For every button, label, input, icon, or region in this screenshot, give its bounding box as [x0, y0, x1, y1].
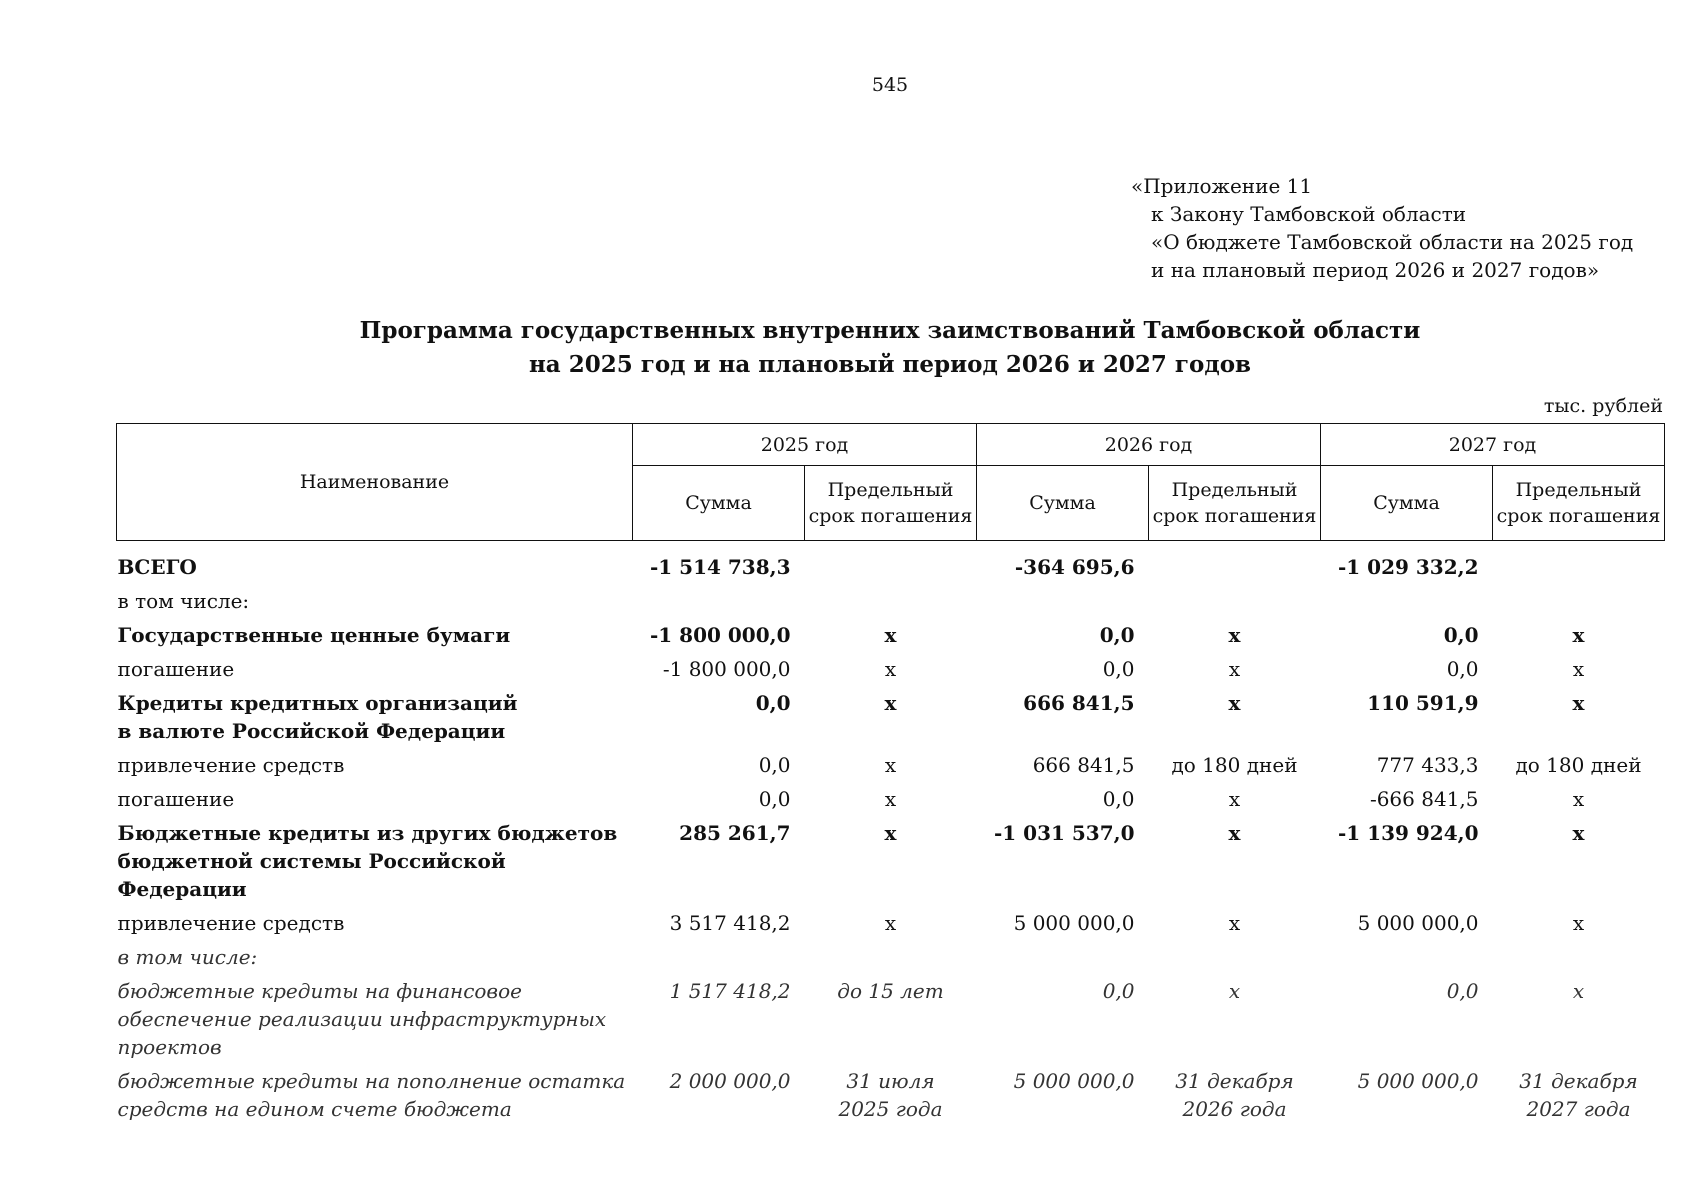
sum-2025 [633, 584, 805, 618]
header-row-years [117, 424, 1665, 466]
row-name: Кредиты кредитных организаций в валюте Российской Федерации [117, 691, 518, 743]
term-2026: х [1228, 657, 1241, 681]
term-2027: до 180 дней [1515, 753, 1642, 777]
term-2025: х [884, 821, 897, 845]
borrowing-program-table [116, 423, 1665, 1126]
term-2027: х [1572, 911, 1585, 935]
header-sum: Сумма [633, 466, 805, 541]
term-2026 [1149, 584, 1321, 618]
term-2026: 31 декабря 2026 года [1175, 1069, 1294, 1121]
units-label: тыс. рублей [1543, 395, 1663, 417]
term-2026 [1149, 541, 1321, 585]
row-name: привлечение средств [117, 911, 345, 935]
header-year-2026: 2026 год [977, 424, 1321, 466]
row-name: бюджетные кредиты на пополнение остатка средств на едином счете бюджета [117, 1069, 626, 1121]
sum-2027: -666 841,5 [1369, 787, 1479, 811]
sum-2025: 3 517 418,2 [669, 911, 791, 935]
row-name: в том числе: [117, 945, 258, 969]
term-2027: х [1572, 691, 1585, 715]
row-name: привлечение средств [117, 753, 345, 777]
table-row [117, 1064, 1665, 1126]
row-name: Бюджетные кредиты из других бюджетов бюджетной системы Российской Федерации [117, 821, 618, 901]
sum-2026: 666 841,5 [1023, 691, 1135, 715]
sum-2027: -1 139 924,0 [1337, 821, 1479, 845]
sum-2027: 5 000 000,0 [1357, 1069, 1479, 1093]
appendix-line-3: «О бюджете Тамбовской области на 2025 год [1151, 230, 1634, 254]
term-2027: х [1572, 657, 1585, 681]
term-2026: х [1228, 821, 1241, 845]
header-term: Предельный срок погашения [1149, 466, 1321, 541]
sum-2025: 1 517 418,2 [669, 979, 791, 1003]
sum-2026 [977, 584, 1149, 618]
term-2025: 31 июля 2025 года [838, 1069, 943, 1121]
sum-2026: -1 031 537,0 [993, 821, 1135, 845]
row-name: погашение [117, 657, 235, 681]
header-year-2025: 2025 год [633, 424, 977, 466]
term-2026: х [1228, 787, 1241, 811]
sum-2027: 777 433,3 [1376, 753, 1479, 777]
sum-2026: 0,0 [1102, 787, 1135, 811]
header-term: Предельный срок погашения [805, 466, 977, 541]
table-row [117, 652, 1665, 686]
title-line-1: Программа государственных внутренних заимствований Тамбовской области [359, 317, 1421, 344]
table-row [117, 940, 1665, 974]
row-name: в том числе: [117, 589, 250, 613]
term-2027 [1493, 584, 1665, 618]
sum-2025: 0,0 [755, 691, 791, 715]
term-2025: до 15 лет [837, 979, 944, 1003]
appendix-line-4: и на плановый период 2026 и 2027 годов» [1151, 258, 1600, 282]
table-row [117, 974, 1665, 1064]
sum-2027: 0,0 [1446, 979, 1479, 1003]
header-term: Предельный срок погашения [1493, 466, 1665, 541]
sum-2025: -1 514 738,3 [649, 555, 791, 579]
term-2025: х [884, 753, 897, 777]
term-2026: х [1228, 691, 1241, 715]
table-row [117, 686, 1665, 748]
table-body [117, 541, 1665, 1127]
sum-2025: 2 000 000,0 [669, 1069, 791, 1093]
header-year-2027: 2027 год [1321, 424, 1665, 466]
term-2025 [805, 541, 977, 585]
sum-2027 [1321, 584, 1493, 618]
table-row [117, 541, 1665, 585]
term-2026: х [1228, 979, 1241, 1003]
table-row [117, 618, 1665, 652]
sum-2026 [977, 940, 1149, 974]
sum-2025: 285 261,7 [679, 821, 791, 845]
table-row [117, 748, 1665, 782]
table-row [117, 816, 1665, 906]
term-2027: 31 декабря 2027 года [1519, 1069, 1638, 1121]
sum-2025: 0,0 [758, 787, 791, 811]
header-sum: Сумма [1321, 466, 1493, 541]
sum-2026: 0,0 [1099, 623, 1135, 647]
header-name: Наименование [117, 424, 633, 541]
sum-2027: 0,0 [1446, 657, 1479, 681]
sum-2027: -1 029 332,2 [1337, 555, 1479, 579]
term-2025: х [884, 911, 897, 935]
header-sum: Сумма [977, 466, 1149, 541]
term-2026: до 180 дней [1171, 753, 1298, 777]
term-2025: х [884, 691, 897, 715]
sum-2026: -364 695,6 [1014, 555, 1135, 579]
sum-2027 [1321, 940, 1493, 974]
sum-2026: 666 841,5 [1032, 753, 1135, 777]
table-row [117, 782, 1665, 816]
sum-2025: 0,0 [758, 753, 791, 777]
term-2025: х [884, 623, 897, 647]
row-name: ВСЕГО [117, 555, 197, 579]
sum-2025: -1 800 000,0 [662, 657, 791, 681]
term-2027 [1493, 940, 1665, 974]
term-2026: х [1228, 623, 1241, 647]
sum-2025: -1 800 000,0 [649, 623, 791, 647]
term-2025: х [884, 787, 897, 811]
appendix-caption [1131, 172, 1633, 284]
term-2026: х [1228, 911, 1241, 935]
sum-2026: 5 000 000,0 [1013, 1069, 1135, 1093]
term-2027: х [1572, 787, 1585, 811]
document-title [0, 314, 1697, 382]
sum-2025 [633, 940, 805, 974]
term-2027: х [1572, 821, 1585, 845]
table-row [117, 584, 1665, 618]
sum-2027: 0,0 [1443, 623, 1479, 647]
appendix-line-1: «Приложение 11 [1131, 174, 1313, 198]
row-name: Государственные ценные бумаги [117, 623, 511, 647]
table-row [117, 906, 1665, 940]
appendix-line-2: к Закону Тамбовской области [1151, 202, 1467, 226]
term-2025 [805, 584, 977, 618]
sum-2026: 0,0 [1102, 979, 1135, 1003]
term-2027: х [1572, 623, 1585, 647]
row-name: бюджетные кредиты на финансовое обеспечение реализации инфраструктурных проектов [117, 979, 607, 1059]
term-2026 [1149, 940, 1321, 974]
row-name: погашение [117, 787, 235, 811]
term-2027: х [1572, 979, 1585, 1003]
term-2027 [1493, 541, 1665, 585]
sum-2027: 110 591,9 [1367, 691, 1479, 715]
sum-2026: 5 000 000,0 [1013, 911, 1135, 935]
page-number: 545 [871, 74, 909, 96]
title-line-2: на 2025 год и на плановый период 2026 и 2027 годов [528, 351, 1252, 378]
term-2025: х [884, 657, 897, 681]
sum-2026: 0,0 [1102, 657, 1135, 681]
sum-2027: 5 000 000,0 [1357, 911, 1479, 935]
term-2025 [805, 940, 977, 974]
